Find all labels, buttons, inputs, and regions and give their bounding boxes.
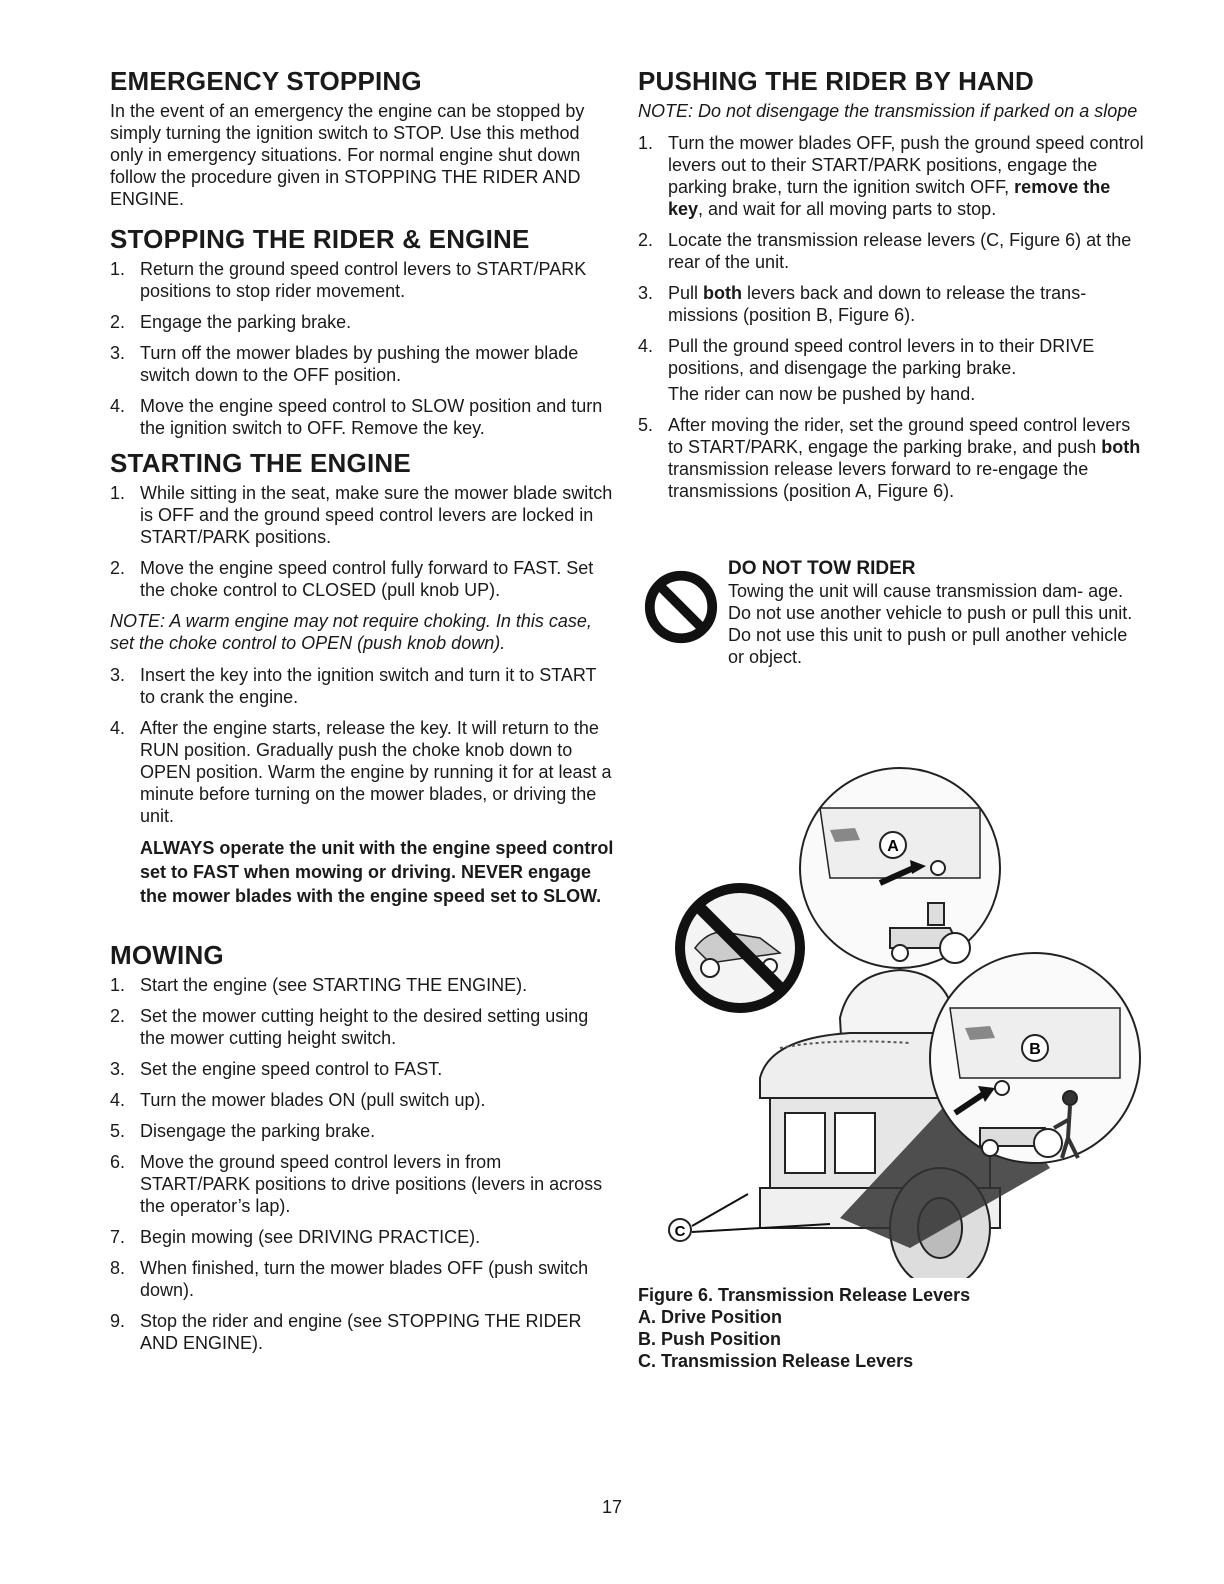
label-c: C — [674, 1223, 686, 1240]
starting-steps-a — [110, 482, 615, 601]
prohibited-icon — [642, 568, 720, 646]
list-item: 2. Engage the parking brake. — [110, 312, 352, 332]
figure-caption — [638, 1284, 970, 1372]
list-item: 1. Return the ground speed control levers to START/PARK positions to stop rider movement. — [110, 259, 587, 301]
list-item: 1. While sitting in the seat, make sure the mower blade switch is OFF and the ground speed control levers are locked in START/PARK positions. — [110, 483, 613, 547]
pushed-by-hand-note: The rider can now be pushed by hand. — [668, 384, 976, 404]
list-item: 9. Stop the rider and engine (see STOPPING THE RIDER AND ENGINE). — [110, 1311, 582, 1353]
do-not-tow-body: Towing the unit will cause transmission dam- age. Do not use another vehicle to push or pull this unit. Do not use this unit to push or pull another vehicle or object. — [728, 581, 1133, 667]
emergency-stopping-heading: EMERGENCY STOPPING — [110, 66, 422, 96]
pushing-steps — [638, 132, 1148, 502]
list-item: 3. Turn off the mower blades by pushing the mower blade switch down to the OFF position. — [110, 343, 579, 385]
do-not-tow-title: DO NOT TOW RIDER — [728, 558, 916, 579]
pushing-heading: PUSHING THE RIDER BY HAND — [638, 66, 1035, 96]
engine-speed-warning: ALWAYS operate the unit with the engine speed control set to FAST when mowing or driving. NEVER engage the mower blades with the engine speed set to SLOW. — [140, 838, 614, 906]
transmission-release-figure — [650, 748, 1150, 1278]
starting-steps-b — [110, 664, 615, 827]
mowing-heading: MOWING — [110, 940, 224, 970]
no-towing-inset — [680, 888, 800, 1008]
figure-caption-b: B. Push Position — [638, 1329, 782, 1349]
figure-caption-a: A. Drive Position — [638, 1307, 783, 1327]
starting-heading: STARTING THE ENGINE — [110, 448, 411, 478]
list-item: 4. Turn the mower blades ON (pull switch up). — [110, 1090, 486, 1110]
list-item: 1. Turn the mower blades OFF, push the ground speed control levers out to their START/PARK positions, engage the parking brake, turn the ignition switch OFF, remove the key, and wait for all moving parts to stop. — [638, 133, 1144, 219]
list-item: 3. Pull both levers back and down to release the trans- missions (position B, Figure 6). — [638, 283, 1087, 325]
list-item: 1. Start the engine (see STARTING THE ENGINE). — [110, 975, 528, 995]
left-column — [110, 66, 615, 1363]
right-column — [638, 66, 1148, 668]
list-item: 3. Set the engine speed control to FAST. — [110, 1059, 443, 1079]
figure-caption-c: C. Transmission Release Levers — [638, 1351, 914, 1371]
drive-position-inset — [800, 768, 1000, 968]
list-item: 2. Set the mower cutting height to the desired setting using the mower cutting height switch. — [110, 1006, 589, 1048]
list-item: 5. Disengage the parking brake. — [110, 1121, 376, 1141]
list-item: 4. After the engine starts, release the key. It will return to the RUN position. Gradually push the choke knob down to OPEN position. Warm the engine by running it for at least a minute before turning on the mower blades, or driving the unit. — [110, 718, 612, 826]
figure-caption-title: Figure 6. Transmission Release Levers — [638, 1285, 971, 1305]
choke-note: NOTE: A warm engine may not require choking. In this case, set the choke control to OPEN (push knob down). — [110, 611, 592, 653]
slope-note: NOTE: Do not disengage the transmission if parked on a slope — [638, 101, 1138, 121]
list-item: 7. Begin mowing (see DRIVING PRACTICE). — [110, 1227, 481, 1247]
label-a: A — [887, 838, 899, 855]
stopping-heading: STOPPING THE RIDER & ENGINE — [110, 224, 530, 254]
push-position-inset — [930, 953, 1140, 1163]
list-item: 3. Insert the key into the ignition switch and turn it to START to crank the engine. — [110, 665, 597, 707]
stopping-steps — [110, 258, 615, 439]
list-item: 2. Move the engine speed control fully forward to FAST. Set the choke control to CLOSED (pull knob UP). — [110, 558, 594, 600]
list-item: 2. Locate the transmission release levers (C, Figure 6) at the rear of the unit. — [638, 230, 1132, 272]
list-item: 6. Move the ground speed control levers in from START/PARK positions to drive positions (levers in across the operator’s lap). — [110, 1152, 603, 1216]
emergency-stopping-body: In the event of an emergency the engine can be stopped by simply turning the ignition switch to STOP. Use this method only in emergency situations. For normal engine shut down follow the procedure given in STOPPING THE RIDER AND ENGINE. — [110, 101, 585, 209]
list-item: 4. Move the engine speed control to SLOW position and turn the ignition switch to OFF. Remove the key. — [110, 396, 603, 438]
list-item: 8. When finished, turn the mower blades OFF (push switch down). — [110, 1258, 589, 1300]
label-b: B — [1029, 1041, 1041, 1058]
list-item: 5. After moving the rider, set the ground speed control levers to START/PARK, engage the parking brake, and push both transmission release levers forward to re-engage the transmissions (position A, Figure 6). — [638, 415, 1141, 501]
do-not-tow-notice — [638, 558, 1148, 668]
mowing-steps — [110, 974, 615, 1354]
list-item: 4. Pull the ground speed control levers in to their DRIVE positions, and disengage the parking brake. The rider can now be pushed by hand. — [638, 335, 1148, 405]
page-number: 17 — [601, 1497, 623, 1517]
